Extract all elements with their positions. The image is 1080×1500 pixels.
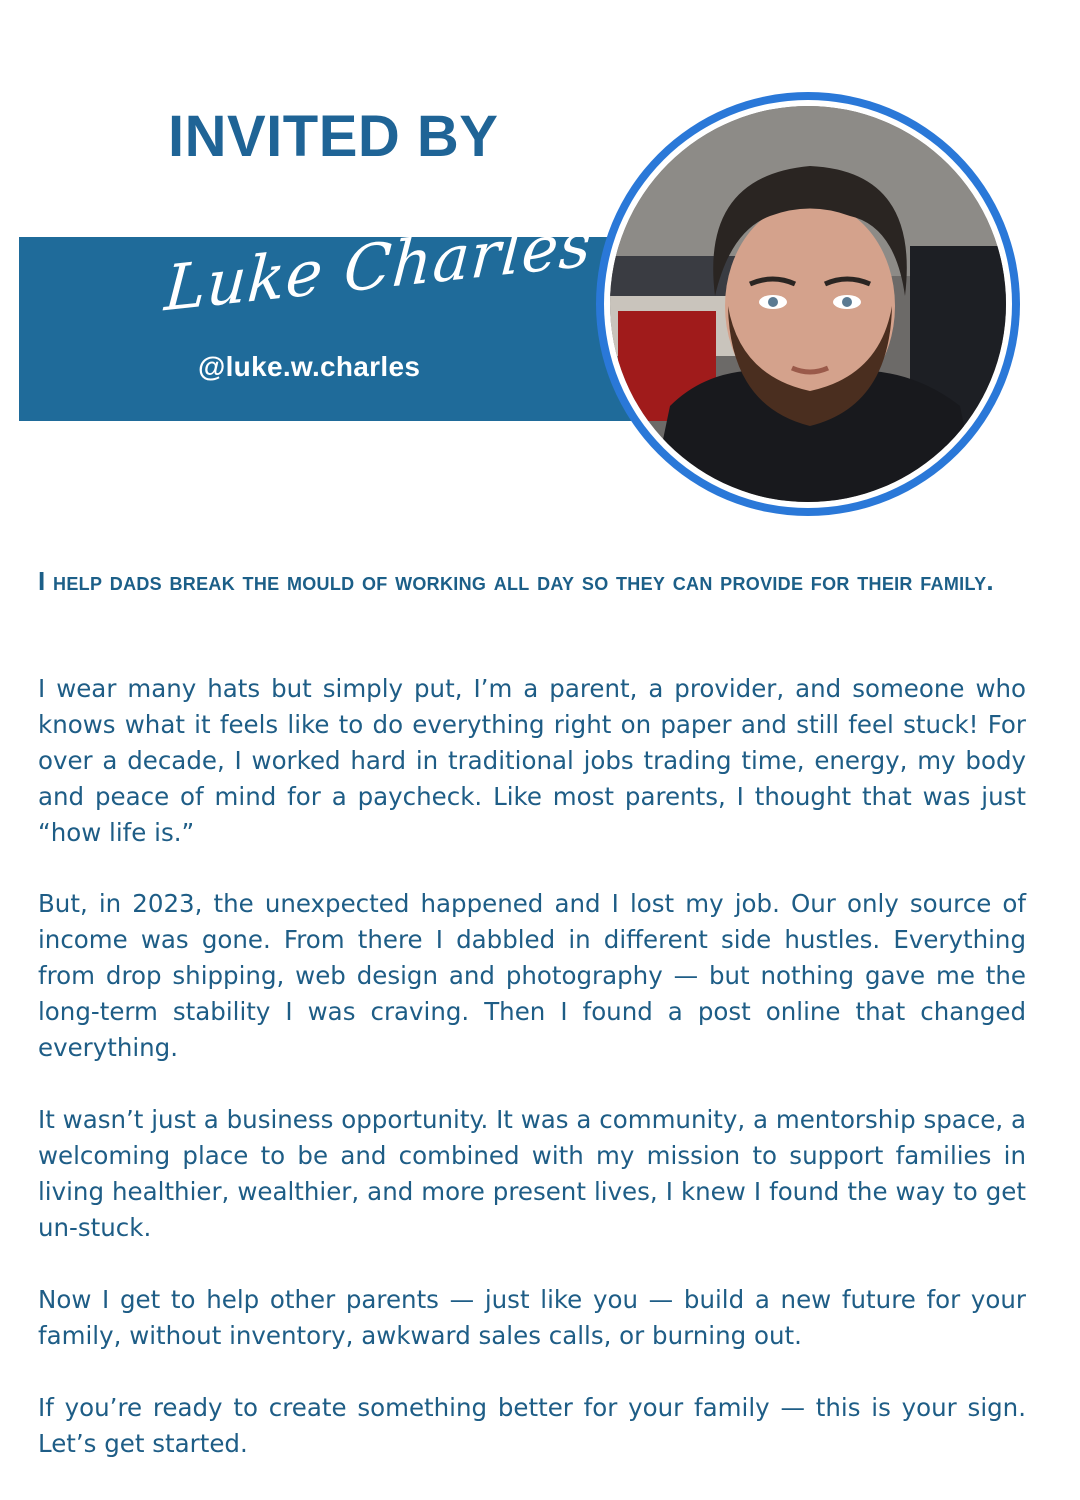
avatar-ring bbox=[596, 92, 1020, 516]
portrait-photo-icon bbox=[610, 106, 1006, 502]
avatar bbox=[610, 106, 1006, 502]
body-paragraph-1: I wear many hats but simply put, I’m a parent, a provider, and someone who knows what it feels like to do everything right on paper and still feel stuck! For over a decade, I worked hard in traditional jobs trading time, energy, my body and peace of mind for a paycheck. Like most parents, I thought that was just “how life is.” bbox=[38, 674, 1026, 847]
avatar-inner-border bbox=[604, 100, 1012, 508]
social-handle: @luke.w.charles bbox=[198, 351, 421, 382]
signature-name: Luke Charles bbox=[162, 206, 595, 326]
invited-by-title: INVITED BY bbox=[168, 104, 499, 169]
headline: I help dads break the mould of working all day so they can provide for their family. bbox=[38, 566, 994, 596]
body-paragraph-2: But, in 2023, the unexpected happened and I lost my job. Our only source of income was gone. From there I dabbled in different side hustles. Everything from drop shipping, web design and photography — but nothing gave me the long-term stability I was craving. Then I found a post online that changed everything. bbox=[38, 889, 1026, 1062]
body-paragraph-3: It wasn’t just a business opportunity. It was a community, a mentorship space, a welcoming place to be and combined with my mission to support families in living healthier, wealthier, and more present lives, I knew I found the way to get un-stuck. bbox=[38, 1105, 1026, 1242]
body-paragraph-4: Now I get to help other parents — just like you — build a new future for your family, without inventory, awkward sales calls, or burning out. bbox=[38, 1285, 1026, 1350]
body-paragraph-5: If you’re ready to create something better for your family — this is your sign. Let’s get started. bbox=[38, 1393, 1026, 1458]
